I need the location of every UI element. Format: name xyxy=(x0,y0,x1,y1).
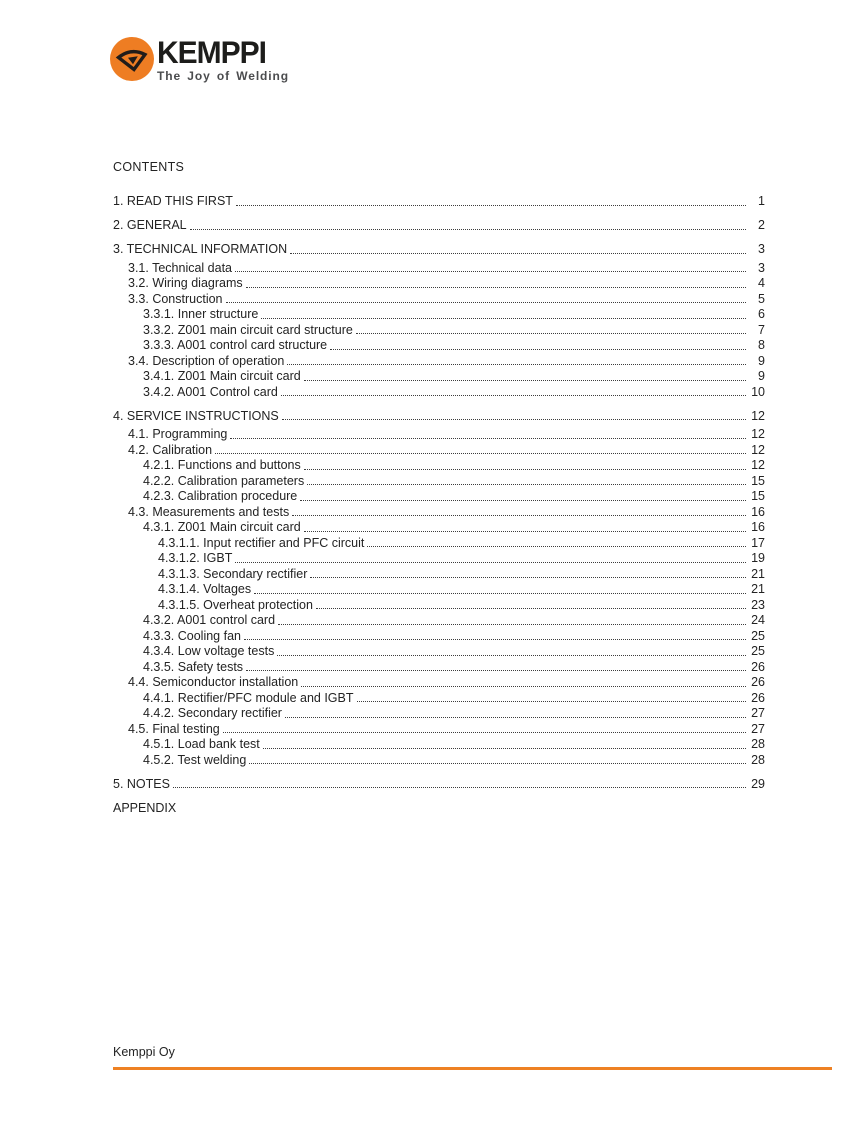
toc-entry[interactable] xyxy=(113,644,765,660)
toc-leader-dots xyxy=(300,500,746,501)
toc-entry[interactable] xyxy=(113,276,765,292)
toc-page-number: 3 xyxy=(758,242,765,256)
toc-page-number: 26 xyxy=(751,675,765,689)
toc-entry[interactable] xyxy=(113,218,765,234)
toc-entry-label: 4.5.2. Test welding xyxy=(143,752,247,767)
toc-leader-dots xyxy=(310,577,746,578)
toc-entry-label: 4.3.1.1. Input rectifier and PFC circuit xyxy=(158,535,365,550)
toc-leader-dots xyxy=(215,453,746,454)
toc-entry[interactable] xyxy=(113,354,765,370)
toc-entry[interactable] xyxy=(113,706,765,722)
toc-leader-dots xyxy=(226,302,747,303)
toc-leader-dots xyxy=(356,333,746,334)
toc-leader-dots xyxy=(367,546,746,547)
toc-entry[interactable] xyxy=(113,458,765,474)
toc-leader-dots xyxy=(287,364,746,365)
toc-page-number: 28 xyxy=(751,752,765,767)
toc-leader-dots xyxy=(290,253,746,254)
toc-leader-dots xyxy=(235,562,746,563)
toc-entry[interactable] xyxy=(113,474,765,490)
toc-entry-label: 2. GENERAL xyxy=(113,218,187,232)
toc-leader-dots xyxy=(278,624,746,625)
toc-leader-dots xyxy=(316,608,746,609)
toc-entry-label: 5. NOTES xyxy=(113,776,170,791)
toc-entry-label: 3.2. Wiring diagrams xyxy=(128,276,243,290)
toc-page-number: 24 xyxy=(751,613,765,627)
toc-leader-dots xyxy=(244,639,746,640)
toc-entry[interactable] xyxy=(113,520,765,536)
toc-entry-label: 4.3.4. Low voltage tests xyxy=(143,644,275,658)
toc-entry[interactable] xyxy=(113,675,765,691)
toc-leader-dots xyxy=(301,686,746,687)
toc-entry[interactable] xyxy=(113,369,765,385)
toc-entry[interactable] xyxy=(113,598,765,614)
toc-leader-dots xyxy=(304,469,746,470)
toc-entry[interactable] xyxy=(113,242,765,258)
toc-entry-label: 4.4.1. Rectifier/PFC module and IGBT xyxy=(143,690,354,705)
table-of-contents xyxy=(113,160,765,816)
footer-company-name: Kemppi Oy xyxy=(113,1045,175,1059)
toc-leader-dots xyxy=(304,531,746,532)
toc-entry-label: 3.3. Construction xyxy=(128,291,223,306)
toc-leader-dots xyxy=(285,717,746,718)
toc-page-number: 7 xyxy=(758,322,765,337)
toc-page-number: 25 xyxy=(751,644,765,658)
toc-page-number: 28 xyxy=(751,737,765,751)
toc-leader-dots xyxy=(249,763,746,764)
toc-entry-label: 3.4. Description of operation xyxy=(128,353,285,368)
toc-leader-dots xyxy=(292,515,746,516)
toc-entry[interactable] xyxy=(113,409,765,425)
toc-entry-label: 4.3.1.5. Overheat protection xyxy=(158,597,313,612)
toc-leader-dots xyxy=(236,205,746,206)
toc-entry[interactable] xyxy=(113,777,765,793)
toc-page-number: 8 xyxy=(758,338,765,352)
toc-page-number: 29 xyxy=(751,776,765,791)
toc-page-number: 12 xyxy=(751,458,765,472)
toc-page-number: 27 xyxy=(751,706,765,720)
toc-page-number: 2 xyxy=(758,218,765,232)
toc-entry-label: 3.1. Technical data xyxy=(128,260,233,275)
toc-entry-label: 3.4.1. Z001 Main circuit card xyxy=(143,369,301,383)
toc-page-number: 10 xyxy=(751,384,765,399)
toc-entry-label: 1. READ THIS FIRST xyxy=(113,194,233,208)
toc-entry[interactable] xyxy=(113,261,765,277)
toc-entry-label: 4.5. Final testing xyxy=(128,721,220,736)
brand-name: KEMPPI xyxy=(157,35,267,71)
toc-entry[interactable] xyxy=(113,629,765,645)
toc-entry[interactable] xyxy=(113,722,765,738)
toc-page-number: 17 xyxy=(751,535,765,550)
toc-leader-dots xyxy=(304,380,746,381)
toc-entry[interactable] xyxy=(113,505,765,521)
toc-page-number: 21 xyxy=(751,582,765,596)
toc-page-number: 6 xyxy=(758,307,765,321)
toc-page-number: 15 xyxy=(751,489,765,503)
toc-entry-label: 4.2.3. Calibration procedure xyxy=(143,489,298,503)
toc-entry-label: 4.2. Calibration xyxy=(128,442,213,457)
toc-entry-label: 4.2.1. Functions and buttons xyxy=(143,458,301,472)
toc-entry-label: 4.3. Measurements and tests xyxy=(128,504,290,519)
toc-leader-dots xyxy=(357,701,746,702)
footer-divider xyxy=(113,1067,832,1070)
toc-entry-label: 4.3.5. Safety tests xyxy=(143,659,244,674)
toc-entry-label: 4.1. Programming xyxy=(128,427,228,441)
toc-leader-dots xyxy=(330,349,746,350)
toc-page-number: 16 xyxy=(751,504,765,519)
toc-entry[interactable] xyxy=(113,307,765,323)
toc-entry[interactable] xyxy=(113,753,765,769)
page-title: CONTENTS xyxy=(113,160,185,174)
toc-entry-appendix: APPENDIX xyxy=(113,800,177,815)
toc-entry[interactable] xyxy=(113,551,765,567)
toc-entry[interactable] xyxy=(113,737,765,753)
toc-entry-label: 4. SERVICE INSTRUCTIONS xyxy=(113,408,279,423)
toc-entry[interactable] xyxy=(113,582,765,598)
toc-leader-dots xyxy=(190,229,746,230)
toc-entry-label: 4.3.1.3. Secondary rectifier xyxy=(158,566,308,581)
toc-page-number: 9 xyxy=(758,353,765,368)
toc-page-number: 25 xyxy=(751,628,765,643)
toc-entry[interactable] xyxy=(113,660,765,676)
toc-entry-label: 4.3.1. Z001 Main circuit card xyxy=(143,520,301,534)
toc-leader-dots xyxy=(173,787,746,788)
toc-entry[interactable] xyxy=(113,338,765,354)
toc-page-number: 5 xyxy=(758,291,765,306)
toc-leader-dots xyxy=(307,484,746,485)
toc-entry[interactable] xyxy=(113,443,765,459)
toc-entry-label: 3.4.2. A001 Control card xyxy=(143,384,278,399)
toc-entry-label: 4.3.3. Cooling fan xyxy=(143,628,241,643)
toc-entry-label: 4.4. Semiconductor installation xyxy=(128,675,299,689)
toc-leader-dots xyxy=(261,318,746,319)
toc-entry-label: 3.3.1. Inner structure xyxy=(143,307,259,321)
toc-entry-label: 3.3.2. Z001 main circuit card structure xyxy=(143,322,353,337)
toc-entry-label: 4.2.2. Calibration parameters xyxy=(143,473,305,488)
toc-leader-dots xyxy=(230,438,746,439)
toc-page-number: 9 xyxy=(758,369,765,383)
toc-page-number: 23 xyxy=(751,597,765,612)
toc-page-number: 3 xyxy=(758,260,765,275)
toc-list xyxy=(113,194,765,792)
toc-leader-dots xyxy=(235,271,746,272)
toc-page-number: 21 xyxy=(751,566,765,581)
toc-entry-label: 4.4.2. Secondary rectifier xyxy=(143,706,282,720)
toc-entry-label: 4.3.1.2. IGBT xyxy=(158,551,233,565)
toc-entry[interactable] xyxy=(113,567,765,583)
toc-leader-dots xyxy=(254,593,746,594)
toc-page-number: 12 xyxy=(751,442,765,457)
toc-entry-label: 4.5.1. Load bank test xyxy=(143,737,260,751)
toc-page-number: 26 xyxy=(751,690,765,705)
toc-entry-label: 3.3.3. A001 control card structure xyxy=(143,338,328,352)
toc-leader-dots xyxy=(282,419,746,420)
toc-page-number: 16 xyxy=(751,520,765,534)
toc-entry[interactable] xyxy=(113,323,765,339)
toc-entry[interactable] xyxy=(113,691,765,707)
toc-page-number: 12 xyxy=(751,427,765,441)
toc-page-number: 4 xyxy=(758,276,765,290)
toc-leader-dots xyxy=(277,655,746,656)
toc-entry[interactable] xyxy=(113,292,765,308)
toc-entry[interactable] xyxy=(113,194,765,210)
toc-entry[interactable] xyxy=(113,385,765,401)
toc-page-number: 12 xyxy=(751,408,765,423)
toc-entry[interactable] xyxy=(113,536,765,552)
toc-page-number: 15 xyxy=(751,473,765,488)
toc-page-number: 26 xyxy=(751,659,765,674)
toc-entry-label: 4.3.2. A001 control card xyxy=(143,613,276,627)
toc-leader-dots xyxy=(246,670,746,671)
toc-leader-dots xyxy=(246,287,746,288)
toc-entry[interactable] xyxy=(113,427,765,443)
toc-entry[interactable] xyxy=(113,489,765,505)
toc-page-number: 19 xyxy=(751,551,765,565)
toc-entry-label: 3. TECHNICAL INFORMATION xyxy=(113,242,288,256)
toc-entry-label: 4.3.1.4. Voltages xyxy=(158,582,252,596)
toc-page-number: 1 xyxy=(758,194,765,208)
toc-leader-dots xyxy=(263,748,746,749)
toc-leader-dots xyxy=(223,732,746,733)
toc-entry[interactable] xyxy=(113,613,765,629)
kemppi-emblem-icon xyxy=(110,37,154,81)
kemppi-logo xyxy=(110,37,289,83)
brand-tagline: The Joy of Welding xyxy=(157,69,289,83)
toc-leader-dots xyxy=(281,395,746,396)
toc-page-number: 27 xyxy=(751,721,765,736)
